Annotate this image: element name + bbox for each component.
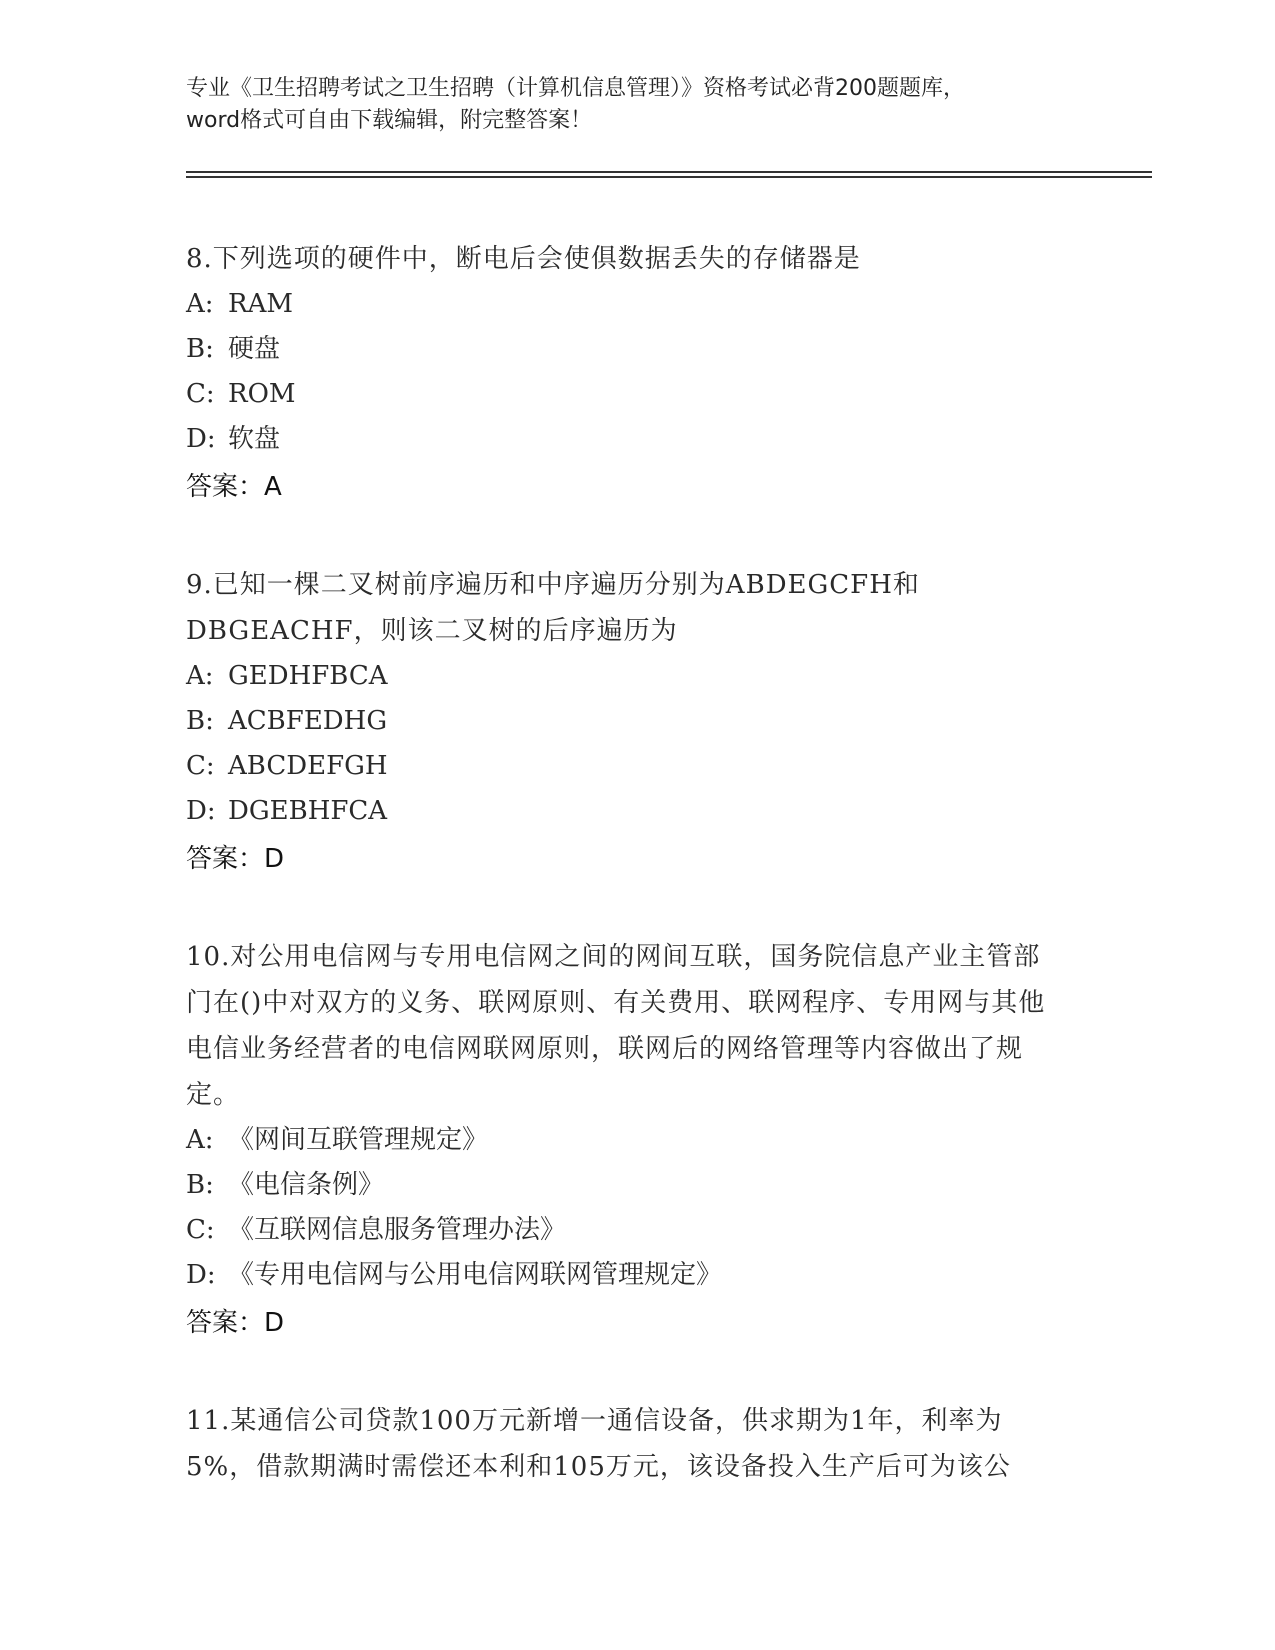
option-text: ABCDEFGH [228, 751, 388, 781]
option-text: 《专用电信网与公用电信网联网管理规定》 [228, 1260, 723, 1290]
option-text: 硬盘 [228, 334, 281, 364]
question-10 [186, 934, 1066, 1346]
option-c [186, 744, 1066, 789]
option-d [186, 417, 1066, 462]
question-8 [186, 236, 1066, 510]
question-text: 11.某通信公司贷款100万元新增一通信设备，供求期为1年，利率为5%，借款期满时需偿还本利和105万元，该设备投入生产后可为该公 [186, 1406, 1011, 1482]
option-letter: D: [186, 1260, 216, 1290]
question-text: 8.下列选项的硬件中，断电后会使俱数据丢失的存储器是 [186, 244, 861, 274]
option-d [186, 789, 1066, 834]
option-c [186, 1208, 1066, 1253]
document-header [186, 73, 1086, 137]
option-text: 《电信条例》 [228, 1170, 385, 1200]
option-letter: B: [186, 706, 214, 736]
option-b [186, 327, 1066, 372]
question-11 [186, 1398, 1066, 1490]
option-letter: C: [186, 751, 215, 781]
option-text: 《互联网信息服务管理办法》 [228, 1215, 567, 1245]
option-text: ACBFEDHG [228, 706, 388, 736]
option-letter: C: [186, 379, 215, 409]
question-text: 9.已知一棵二叉树前序遍历和中序遍历分别为ABDEGCFH和DBGEACHF，则该二叉树的后序遍历为 [186, 570, 920, 646]
header-line-1: 专业《卫生招聘考试之卫生招聘（计算机信息管理）》资格考试必背200题题库， [186, 76, 965, 101]
option-text: RAM [228, 289, 293, 319]
option-text: GEDHFBCA [228, 661, 388, 691]
answer-line: 答案：D [186, 1308, 285, 1338]
option-a [186, 282, 1066, 327]
option-letter: A: [186, 1125, 214, 1155]
option-letter: C: [186, 1215, 215, 1245]
answer-line: 答案：D [186, 844, 285, 874]
option-text: 软盘 [228, 424, 281, 454]
option-a [186, 1118, 1066, 1163]
option-b [186, 699, 1066, 744]
question-text: 10.对公用电信网与专用电信网之间的网间互联，国务院信息产业主管部门在()中对双方的义务、联网原则、有关费用、联网程序、专用网与其他电信业务经营者的电信网联网原则，联网后的网络管理等内容做出了规定。 [186, 942, 1046, 1110]
answer-line: 答案：A [186, 472, 282, 502]
option-letter: D: [186, 424, 216, 454]
header-divider-top [186, 171, 1152, 173]
option-letter: B: [186, 1170, 214, 1200]
header-divider-bottom [186, 176, 1152, 178]
question-9 [186, 562, 1066, 882]
option-letter: B: [186, 334, 214, 364]
question-list [186, 236, 1066, 1542]
option-letter: A: [186, 289, 214, 319]
option-text: 《网间互联管理规定》 [228, 1125, 489, 1155]
option-d [186, 1253, 1066, 1298]
header-line-2: word格式可自由下载编辑，附完整答案！ [186, 108, 593, 133]
option-letter: A: [186, 661, 214, 691]
option-text: DGEBHFCA [228, 796, 388, 826]
option-text: ROM [228, 379, 296, 409]
option-b [186, 1163, 1066, 1208]
option-c [186, 372, 1066, 417]
option-letter: D: [186, 796, 216, 826]
option-a [186, 654, 1066, 699]
